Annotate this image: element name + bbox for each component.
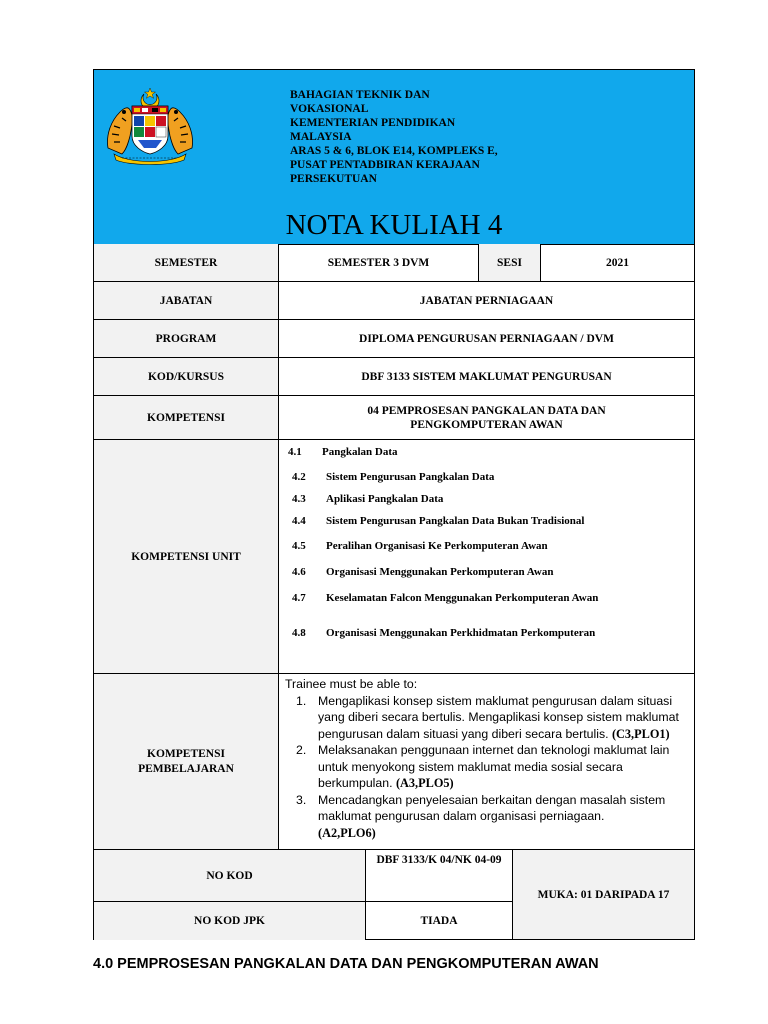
jabatan-value: JABATAN PERNIAGAAN [419,294,554,307]
list-item: 3. Mencadangkan penyelesaian berkaitan dengan masalah sistem maklumat pengurusan dalam organisasi perniagaan. (A2,PLO6) [296,792,666,840]
malaysia-coat-of-arms-icon [100,86,200,166]
kompetensi-value-line: PENGKOMPUTERAN AWAN [410,418,563,431]
semester-label: SEMESTER [94,244,279,281]
header-banner [94,70,694,245]
jabatan-label: JABATAN [94,282,279,319]
cover-table [93,69,695,940]
jabatan-row [94,282,694,320]
org-line: PERSEKUTUAN [290,173,377,185]
org-line: VOKASIONAL [290,103,369,115]
no-kod-jpk-value: TIADA [366,902,513,940]
kompetensi-pembelajaran-label [94,674,279,849]
list-item: 1. Mengaplikasi konsep sistem maklumat pengurusan dalam situasi yang diberi secara bertulis. Mengaplikasi konsep sistem maklumat pengurusan dalam situasi yang diberi secara bertulis. (C3,PLO1) [296,693,679,741]
list-item: 4.6 Organisasi Menggunakan Perkomputeran Awan [292,566,554,578]
kompetensi-row [94,396,694,440]
kod-kursus-row [94,358,694,396]
org-line: MALAYSIA [290,131,352,143]
semester-row [94,244,694,282]
program-label: PROGRAM [94,320,279,357]
page-count: MUKA: 01 DARIPADA 17 [513,850,694,939]
kompetensi-pembelajaran-label-line: PEMBELAJARAN [138,762,234,775]
kompetensi-unit-label: KOMPETENSI UNIT [94,440,279,673]
learning-outcomes [285,676,693,841]
program-value: DIPLOMA PENGURUSAN PERNIAGAAN / DVM [359,332,614,345]
program-row [94,320,694,358]
organization-address [290,88,550,186]
list-item: 4.1 Pangkalan Data [288,446,398,458]
section-heading: 4.0 PEMPROSESAN PANGKALAN DATA DAN PENGKOMPUTERAN AWAN [93,956,599,972]
no-kod-jpk-label: NO KOD JPK [94,902,366,940]
kompetensi-label: KOMPETENSI [94,396,279,439]
kompetensi-pembelajaran-row [94,674,694,850]
list-item: 4.5 Peralihan Organisasi Ke Perkomputeran Awan [292,540,548,552]
kod-kursus-label: KOD/KURSUS [94,358,279,395]
kompetensi-pembelajaran-label-line: KOMPETENSI [147,747,225,760]
list-item: 4.4 Sistem Pengurusan Pangkalan Data Bukan Tradisional [292,515,585,527]
document-title: NOTA KULIAH 4 [285,209,503,241]
list-item: 4.8 Organisasi Menggunakan Perkhidmatan Perkomputeran [292,627,596,639]
list-item: 4.7 Keselamatan Falcon Menggunakan Perkomputeran Awan [292,592,599,604]
kompetensi-value-line: 04 PEMPROSESAN PANGKALAN DATA DAN [367,404,606,417]
list-item: 4.2 Sistem Pengurusan Pangkalan Data [292,471,495,483]
sesi-value: 2021 [606,256,629,269]
no-kod-label: NO KOD [94,850,366,901]
kod-kursus-value: DBF 3133 SISTEM MAKLUMAT PENGURUSAN [361,370,612,383]
kompetensi-value [279,396,694,439]
kompetensi-unit-row [94,440,694,674]
list-item: 2. Melaksanakan penggunaan internet dan teknologi maklumat lain untuk menyokong sistem maklumat media sosial secara berkumpulan. (A3,PLO5) [296,743,670,790]
no-kod-value: DBF 3133/K 04/NK 04-09 [366,850,513,901]
org-line: BAHAGIAN TEKNIK DAN [290,89,430,101]
org-line: ARAS 5 & 6, BLOK E14, KOMPLEKS E, [290,145,498,157]
org-line: PUSAT PENTADBIRAN KERAJAAN [290,159,480,171]
org-line: KEMENTERIAN PENDIDIKAN [290,117,456,129]
list-item: 4.3 Aplikasi Pangkalan Data [292,493,444,505]
outcomes-intro: Trainee must be able to: [285,677,418,691]
sesi-label: SESI [479,244,541,281]
semester-value: SEMESTER 3 DVM [279,244,479,281]
